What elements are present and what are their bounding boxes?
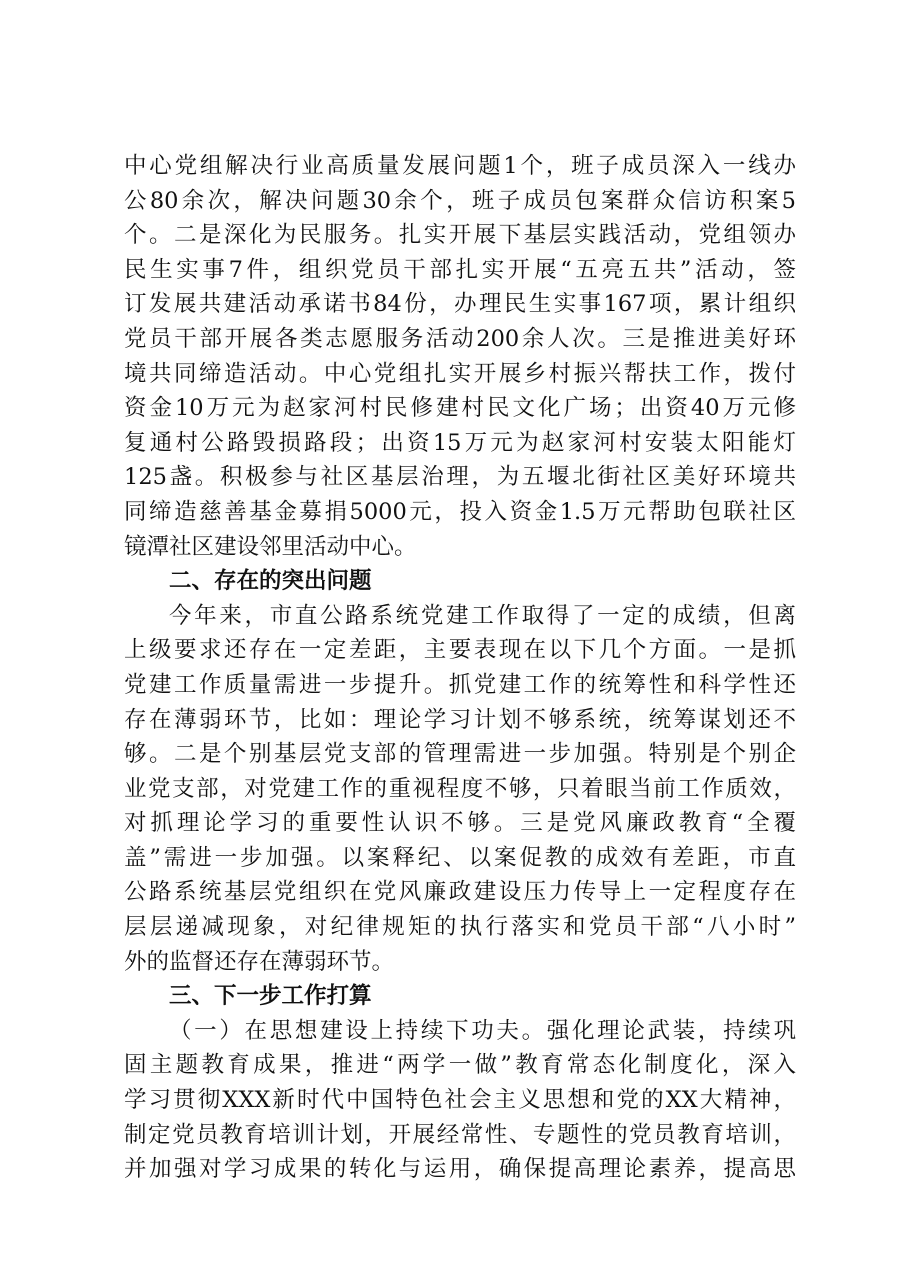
body-line: 外的监督还存在薄弱环节。	[124, 948, 395, 975]
document-body	[124, 149, 796, 1187]
body-line: 党员干部开展各类志愿服务活动200余人次。三是推进美好环	[124, 325, 796, 352]
body-line: 对抓理论学习的重要性认识不够。三是党风廉政教育“全覆	[124, 810, 796, 837]
body-line: 民生实事7件，组织党员干部扎实开展“五亮五共”活动，签	[124, 256, 796, 283]
body-line: 固主题教育成果，推进“两学一做”教育常态化制度化，深入	[124, 1052, 796, 1079]
body-line: 党建工作质量需进一步提升。抓党建工作的统筹性和科学性还	[124, 671, 796, 698]
body-line: 学习贯彻XXX新时代中国特色社会主义思想和党的XX大精神，	[124, 1087, 796, 1114]
body-line: 同缔造慈善基金募捐5000元，投入资金1.5万元帮助包联社区	[124, 498, 796, 525]
body-line: 订发展共建活动承诺书84份，办理民生实事167项，累计组织	[124, 291, 796, 318]
body-line: 中心党组解决行业高质量发展问题1个，班子成员深入一线办	[124, 153, 796, 179]
body-line: 公80余次，解决问题30余个，班子成员包案群众信访积案5	[124, 187, 796, 214]
section-heading: 二、存在的突出问题	[169, 568, 372, 595]
body-line: 境共同缔造活动。中心党组扎实开展乡村振兴帮扶工作，拨付	[124, 360, 796, 387]
body-line: 并加强对学习成果的转化与运用，确保提高理论素养，提高思	[124, 1156, 796, 1183]
body-line: 125盏。积极参与社区基层治理，为五堰北街社区美好环境共	[124, 464, 796, 491]
body-line: 今年来，市直公路系统党建工作取得了一定的成绩，但离	[169, 602, 796, 629]
section-heading: 三、下一步工作打算	[169, 983, 372, 1010]
body-line: 业党支部，对党建工作的重视程度不够，只着眼当前工作质效，	[124, 775, 796, 802]
body-line: 上级要求还存在一定差距，主要表现在以下几个方面。一是抓	[124, 637, 796, 664]
body-line: （一）在思想建设上持续下功夫。强化理论武装，持续巩	[169, 1017, 796, 1044]
body-line: 够。二是个别基层党支部的管理需进一步加强。特别是个别企	[124, 741, 796, 768]
body-line: 复通村公路毁损路段；出资15万元为赵家河村安装太阳能灯	[124, 429, 796, 456]
body-line: 资金10万元为赵家河村民修建村民文化广场；出资40万元修	[124, 395, 796, 422]
body-line: 个。二是深化为民服务。扎实开展下基层实践活动，党组领办	[124, 222, 796, 249]
body-line: 层层递减现象，对纪律规矩的执行落实和党员干部“八小时”	[124, 914, 796, 941]
body-line: 制定党员教育培训计划，开展经常性、专题性的党员教育培训，	[124, 1121, 796, 1148]
body-line: 镜潭社区建设邻里活动中心。	[124, 533, 417, 560]
body-line: 公路系统基层党组织在党风廉政建设压力传导上一定程度存在	[124, 879, 796, 906]
body-line: 存在薄弱环节，比如：理论学习计划不够系统，统筹谋划还不	[124, 706, 796, 733]
body-line: 盖”需进一步加强。以案释纪、以案促教的成效有差距，市直	[124, 844, 796, 871]
